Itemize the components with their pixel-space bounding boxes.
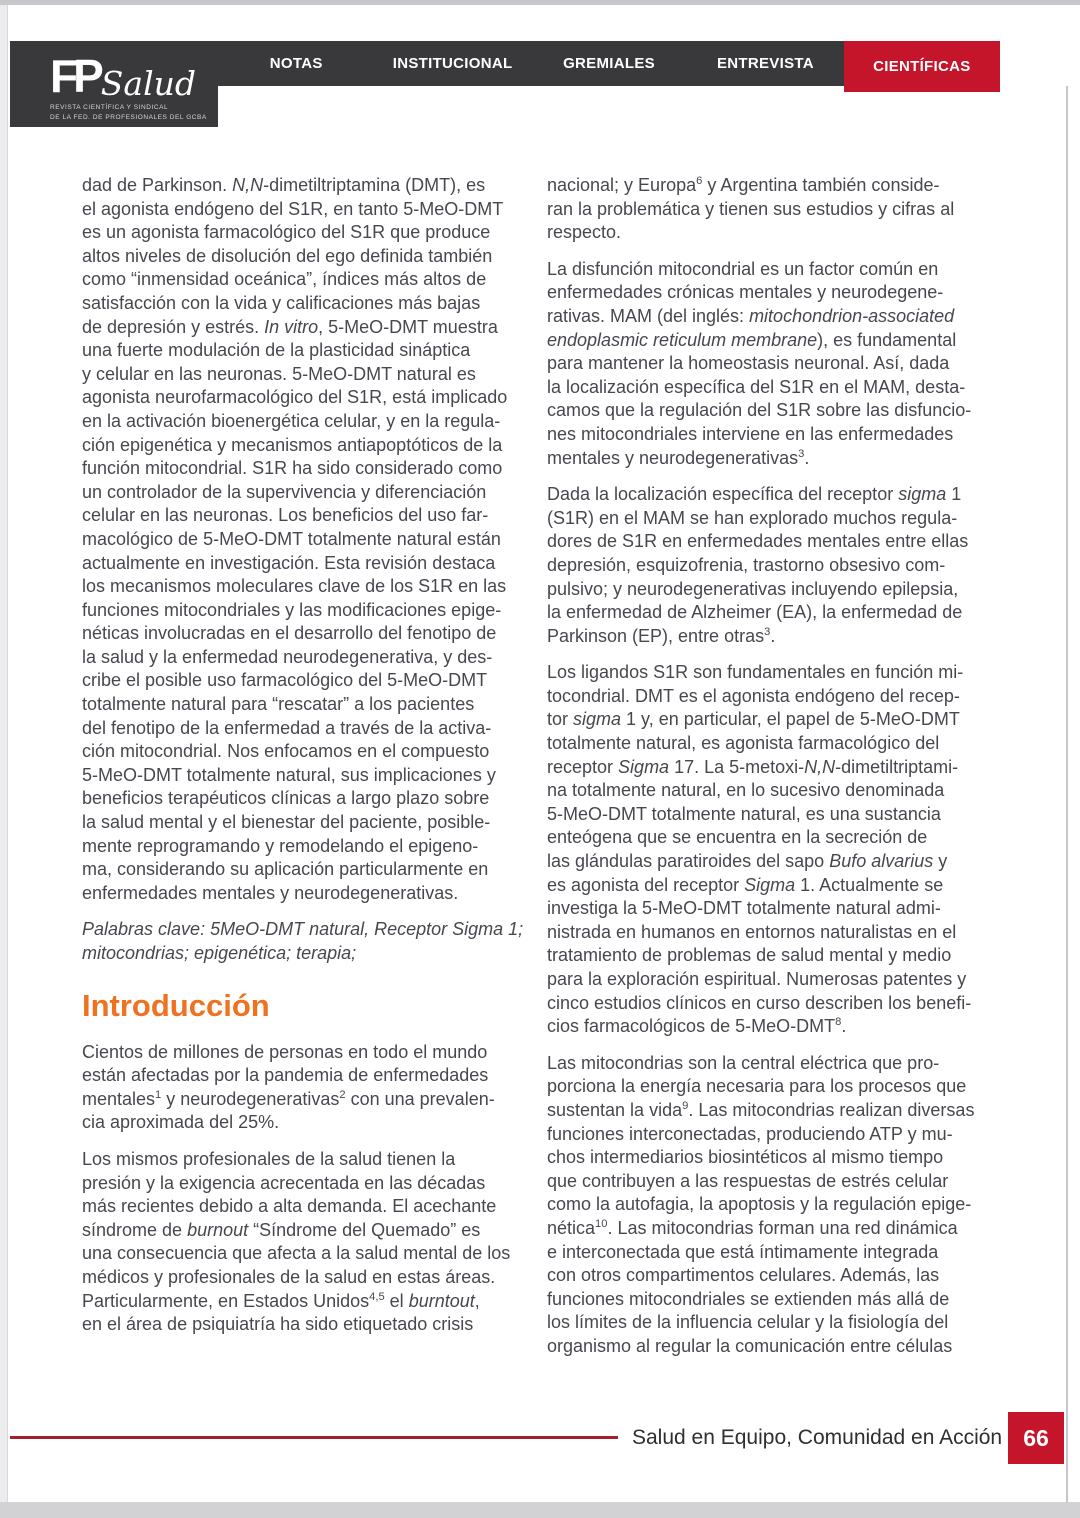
brand-logo[interactable] bbox=[10, 41, 218, 127]
nav-items bbox=[218, 41, 1000, 86]
article-left-column bbox=[82, 174, 550, 1350]
page-edge-right bbox=[1066, 86, 1068, 1502]
body-paragraph: Los mismos profesionales de la salud tienen la presión y la exigencia acrecentada en las décadas más recientes debido a alta demanda. El acechante síndrome de burnout “Síndrome del Quemado” es una consecuencia que afecta a la salud mental de los médicos y profesionales de la salud en estas áreas. Particularmente, en Estados Unidos$^{4,5}$ el burntout, en el área de psiquiatría ha sido etiquetado crisis bbox=[82, 1148, 511, 1335]
brand-monogram: FP bbox=[50, 50, 99, 102]
body-paragraph: Las mitocondrias son la central eléctrica que pro- porciona la energía necesaria para los procesos que sustentan la vida$^9$. Las mitocondrias realizan diversas funciones interconectadas, produciendo ATP y mu- chos intermediarios biosintéticos al mismo tiempo que contribuyen a las respuestas de estrés celular como la autofagia, la apoptosis y la regulación epige- nética$^{10}$. Las mitocondrias forman una red dinámica e interconectada que está íntimamente integrada con otros compartimentos celulares. Además, las funciones mitocondriales se extienden más allá de los límites de la influencia celular y la fisiología del organismo al regular la comunicación entre células bbox=[547, 1052, 975, 1356]
body-paragraph: dad de Parkinson. N,N-dimetiltriptamina (DMT), es el agonista endógeno del S1R, en tanto 5-MeO-DMT es un agonista farmacológico del S1R que produce altos niveles de disolución del ego definida también como “inmensidad oceánica”, índices más altos de satisfacción con la vida y calificaciones más bajas de depresión y estrés. In vitro, 5-MeO-DMT muestra una fuerte modulación de la plasticidad sináptica y celular en las neuronas. 5-MeO-DMT natural es agonista neurofarmacológico del S1R, está implicado en la activación bioenergética celular, y en la regula- ción epigenética y mecanismos antiapoptóticos de la función mitocondrial. S1R ha sido considerado como un controlador de la supervivencia y diferenciación celular en las neuronas. Los beneficios del uso far- macológico de 5-MeO-DMT totalmente natural están actualmente en investigación. Esta revisión destaca los mecanismos moleculares clave de los S1R en las funciones mitocondriales y las modificaciones epige- néticas involucradas en el desarrollo del fenotipo de la salud y la enfermedad neurodegenerativa, y des- cribe el posible uso farmacológico del 5-MeO-DMT totalmente natural para “rescatar” a los pacientes del fenotipo de la enfermedad a través de la activa- ción mitocondrial. Nos enfocamos en el compuesto 5-MeO-DMT totalmente natural, sus implicaciones y beneficios terapéuticos clínicas a largo plazo sobre la salud mental y el bienestar del paciente, posible- mente reprogramando y remodelando el epigeno- ma, considerando su aplicación particularmente en enfermedades mentales y neurodegenerativas. bbox=[82, 175, 508, 903]
body-paragraph: Dada la localización específica del receptor sigma 1 (S1R) en el MAM se han explorado muchos regula- dores de S1R en enfermedades mentales entre ellas depresión, esquizofrenia, trastorno obsesivo com- pulsivo; y neurodegenerativas incluyendo epilepsia, la enfermedad de Alzheimer (EA), la enfermedad de Parkinson (EP), entre otras$^3$. bbox=[547, 484, 969, 646]
section-heading: Introducción bbox=[82, 987, 270, 1023]
body-paragraph: La disfunción mitocondrial es un factor común en enfermedades crónicas mentales y neurodegene- rativas. MAM (del inglés: mitochondrion-associated endoplasmic reticulum membrane), es fundamental para mantener la homeostasis neuronal. Así, dada la localización específica del S1R en el MAM, desta- camos que la regulación del S1R sobre las disfuncio- nes mitocondriales interviene en las enfermedades mentales y neurodegenerativas$^3$. bbox=[547, 258, 972, 468]
footer-tagline: Salud en Equipo, Comunidad en Acción bbox=[632, 1426, 1003, 1449]
page-number: 66 bbox=[1023, 1424, 1049, 1451]
page-edge-left bbox=[0, 5, 8, 1502]
brand-name: Salud bbox=[100, 64, 196, 104]
keywords-paragraph: Palabras clave: 5MeO-DMT natural, Receptor Sigma 1; mitocondrias; epigenética; terapia; bbox=[82, 919, 524, 963]
footer-rule bbox=[10, 1436, 618, 1439]
brand-logo-row bbox=[50, 47, 218, 104]
body-paragraph: Cientos de millones de personas en todo el mundo están afectadas por la pandemia de enfermedades mentales$^1$ y neurodegenerativas$^2$ con una prevalen- cia aproximada del 25%. bbox=[82, 1041, 495, 1133]
nav-item-institucional[interactable]: INSTITUCIONAL bbox=[392, 55, 513, 72]
brand-tagline-1: REVISTA CIENTÍFICA Y SINDICAL bbox=[50, 104, 169, 111]
nav-item-cientificas[interactable]: CIENTÍFICAS bbox=[844, 41, 1000, 92]
page-number-badge bbox=[1008, 1412, 1064, 1464]
nav-item-entrevista[interactable]: ENTREVISTA bbox=[716, 55, 814, 72]
page-edge-top bbox=[0, 0, 1080, 5]
body-paragraph: Los ligandos S1R son fundamentales en función mi- tocondrial. DMT es el agonista endógeno del recep- tor sigma 1 y, en particular, el papel de 5-MeO-DMT totalmente natural, es agonista farmacológico del receptor Sigma 17. La 5-metoxi-N,N-dimetiltriptami- na totalmente natural, en lo sucesivo denominada 5-MeO-DMT totalmente natural, es una sustancia enteógena que se encuentra en la secreción de las glándulas paratiroides del sapo Bufo alvarius y es agonista del receptor Sigma 1. Actualmente se investiga la 5-MeO-DMT totalmente natural admi- nistrada en humanos en entornos naturalistas en el tratamiento de problemas de salud mental y medio para la exploración espiritual. Numerosas patentes y cinco estudios clínicos en curso describen los benefi- cios farmacológicos de 5-MeO-DMT$^8$. bbox=[547, 662, 972, 1037]
brand-tagline-2: DE LA FED. DE PROFESIONALES DEL GCBA bbox=[50, 113, 207, 121]
body-paragraph: nacional; y Europa$^6$ y Argentina también conside- ran la problemática y tienen sus estudios y cifras al respecto. bbox=[547, 175, 955, 243]
page-edge-bottom bbox=[0, 1502, 1080, 1518]
article-right-column bbox=[547, 174, 1015, 1372]
nav-item-notas[interactable]: NOTAS bbox=[269, 55, 323, 72]
nav-item-gremiales[interactable]: GREMIALES bbox=[563, 55, 655, 72]
